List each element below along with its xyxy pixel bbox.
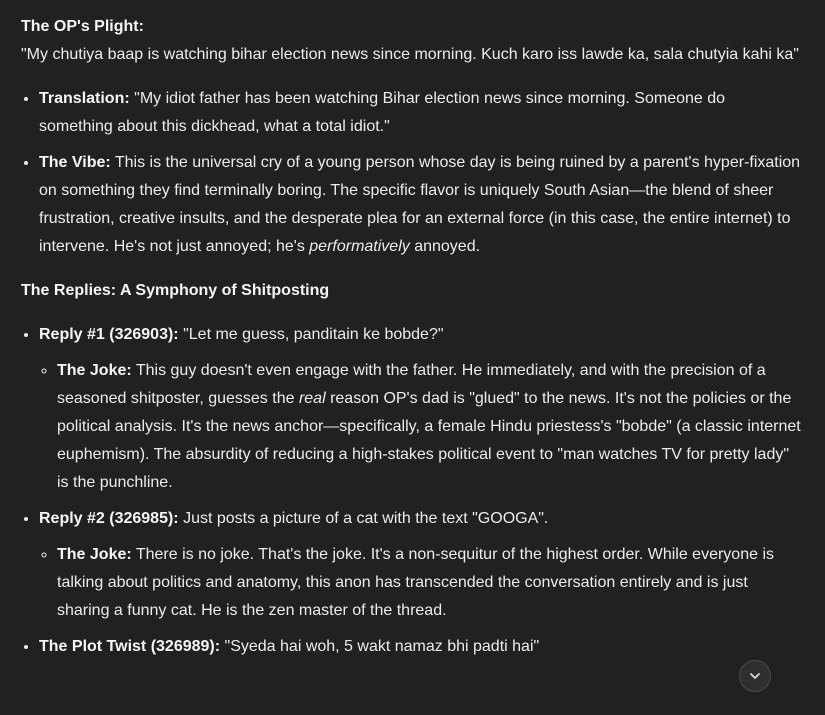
section-heading-op-plight: The OP's Plight: (21, 18, 144, 35)
list-item-plot-twist: • The Plot Twist (326989): "Syeda hai woh, 5 wakt namaz bhi padti hai" (39, 633, 801, 661)
scroll-to-bottom-button[interactable] (739, 660, 771, 692)
list-item-vibe: • The Vibe: This is the universal cry of a young person whose day is being ruined by a parent's hyper-fixation on something they find terminally boring. The specific flavor is uniquely South Asian—the blend of sheer frustration, creative insults, and the desperate plea for an external force (in this case, the entire internet) to intervene. He's not just annoyed; he's performatively annoyed. (39, 149, 801, 261)
message-content (21, 13, 801, 669)
reply-1-sublist (39, 357, 801, 497)
replies-list (21, 321, 801, 661)
op-quote: "My chutiya baap is watching bihar election news since morning. Kuch karo iss lawde ka, sala chutyia kahi ka" (21, 46, 799, 63)
list-item-joke-1: ◦ The Joke: This guy doesn't even engage with the father. He immediately, and with the precision of a seasoned shitposter, guesses the real reason OP's dad is "glued" to the news. It's not the policies or the political analysis. It's the news anchor—specifically, a female Hindu priestess's "bobde" (a classic internet euphemism). The absurdity of reducing a high-stakes political event to "man watches TV for pretty lady" is the punchline. (57, 357, 801, 497)
op-analysis-list (21, 85, 801, 261)
list-item-translation: • Translation: "My idiot father has been watching Bihar election news since morning. Someone do something about this dickhead, what a total idiot." (39, 85, 801, 141)
list-item-reply-1: • Reply #1 (326903): "Let me guess, panditain ke bobde?" ◦ The Joke: This guy doesn't even engage with the father. He immediately, and with the precision of a seasoned shitposter, guesses the real reason OP's dad is "glued" to the news. It's not the policies or the political analysis. It's the news anchor—specifically, a female Hindu priestess's "bobde" (a classic internet euphemism). The absurdity of reducing a high-stakes political event to "man watches TV for pretty lady" is the punchline. (39, 321, 801, 497)
chevron-down-icon (748, 669, 762, 683)
reply-2-sublist (39, 541, 801, 625)
section-heading-replies: The Replies: A Symphony of Shitposting (21, 282, 330, 299)
list-item-joke-2: ◦ The Joke: There is no joke. That's the joke. It's a non-sequitur of the highest order. While everyone is talking about politics and anatomy, this anon has transcended the conversation entirely and is just sharing a funny cat. He is the zen master of the thread. (57, 541, 801, 625)
list-item-reply-2: • Reply #2 (326985): Just posts a picture of a cat with the text "GOOGA". ◦ The Joke: There is no joke. That's the joke. It's a non-sequitur of the highest order. While everyone is talking about politics and anatomy, this anon has transcended the conversation entirely and is just sharing a funny cat. He is the zen master of the thread. (39, 505, 801, 625)
